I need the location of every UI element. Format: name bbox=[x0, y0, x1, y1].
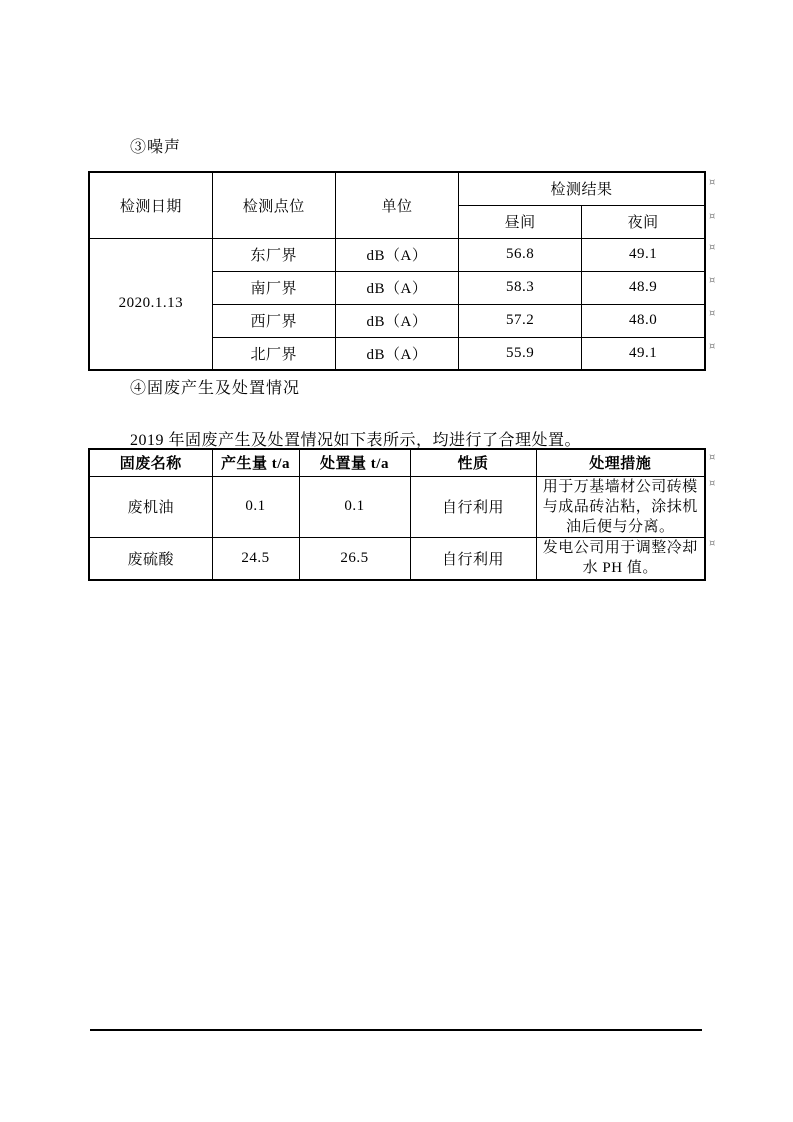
noise-night-south: 48.9 bbox=[582, 271, 705, 304]
table-row bbox=[89, 476, 705, 537]
row-end-mark-icon: ¤ bbox=[709, 211, 716, 222]
solid-waste-table bbox=[88, 448, 706, 581]
row-end-mark-icon: ¤ bbox=[709, 341, 716, 352]
table-row bbox=[89, 537, 705, 580]
sw-measure-oil: 用于万基墙材公司砖模与成品砖沾粘，涂抹机油后便与分离。 bbox=[536, 476, 705, 537]
sw-header-disposed: 处置量 t/a bbox=[299, 449, 410, 476]
solid-waste-paragraph: 2019 年固废产生及处置情况如下表所示，均进行了合理处置。 bbox=[130, 432, 582, 449]
noise-day-east: 56.8 bbox=[459, 238, 582, 271]
noise-header-date: 检测日期 bbox=[89, 172, 212, 238]
sw-header-nature: 性质 bbox=[410, 449, 536, 476]
noise-point-west: 西厂界 bbox=[212, 304, 335, 337]
row-end-mark-icon: ¤ bbox=[709, 242, 716, 253]
noise-point-south: 南厂界 bbox=[212, 271, 335, 304]
row-end-mark-icon: ¤ bbox=[709, 275, 716, 286]
sw-measure-acid: 发电公司用于调整冷却水 PH 值。 bbox=[536, 537, 705, 580]
row-end-mark-icon: ¤ bbox=[709, 538, 716, 549]
noise-table-header-row-1 bbox=[89, 172, 705, 205]
row-end-mark-icon: ¤ bbox=[709, 308, 716, 319]
noise-unit-east: dB（A） bbox=[335, 238, 458, 271]
noise-header-night: 夜间 bbox=[582, 205, 705, 238]
sw-name-oil: 废机油 bbox=[89, 476, 212, 537]
noise-header-result: 检测结果 bbox=[459, 172, 705, 205]
noise-header-unit: 单位 bbox=[335, 172, 458, 238]
solid-waste-header-row bbox=[89, 449, 705, 476]
sw-name-acid: 废硫酸 bbox=[89, 537, 212, 580]
sw-nature-oil: 自行利用 bbox=[410, 476, 536, 537]
section-heading-solid-waste: ④固废产生及处置情况 bbox=[130, 380, 301, 397]
noise-night-north: 49.1 bbox=[582, 337, 705, 370]
sw-disposed-oil: 0.1 bbox=[299, 476, 410, 537]
noise-date-value: 2020.1.13 bbox=[89, 238, 212, 370]
table-row bbox=[89, 238, 705, 271]
sw-header-name: 固废名称 bbox=[89, 449, 212, 476]
noise-header-point: 检测点位 bbox=[212, 172, 335, 238]
noise-night-east: 49.1 bbox=[582, 238, 705, 271]
section-heading-noise: ③噪声 bbox=[130, 139, 182, 156]
noise-unit-south: dB（A） bbox=[335, 271, 458, 304]
noise-day-north: 55.9 bbox=[459, 337, 582, 370]
sw-header-measure: 处理措施 bbox=[536, 449, 705, 476]
noise-day-south: 58.3 bbox=[459, 271, 582, 304]
sw-generated-acid: 24.5 bbox=[212, 537, 299, 580]
row-end-mark-icon: ¤ bbox=[709, 478, 716, 489]
noise-point-north: 北厂界 bbox=[212, 337, 335, 370]
noise-table bbox=[88, 171, 706, 371]
row-end-mark-icon: ¤ bbox=[709, 452, 716, 463]
sw-disposed-acid: 26.5 bbox=[299, 537, 410, 580]
noise-night-west: 48.0 bbox=[582, 304, 705, 337]
row-end-mark-icon: ¤ bbox=[709, 177, 716, 188]
noise-unit-north: dB（A） bbox=[335, 337, 458, 370]
sw-nature-acid: 自行利用 bbox=[410, 537, 536, 580]
sw-generated-oil: 0.1 bbox=[212, 476, 299, 537]
noise-header-day: 昼间 bbox=[459, 205, 582, 238]
noise-unit-west: dB（A） bbox=[335, 304, 458, 337]
footer-separator bbox=[90, 1029, 702, 1031]
sw-header-generated: 产生量 t/a bbox=[212, 449, 299, 476]
noise-day-west: 57.2 bbox=[459, 304, 582, 337]
noise-point-east: 东厂界 bbox=[212, 238, 335, 271]
